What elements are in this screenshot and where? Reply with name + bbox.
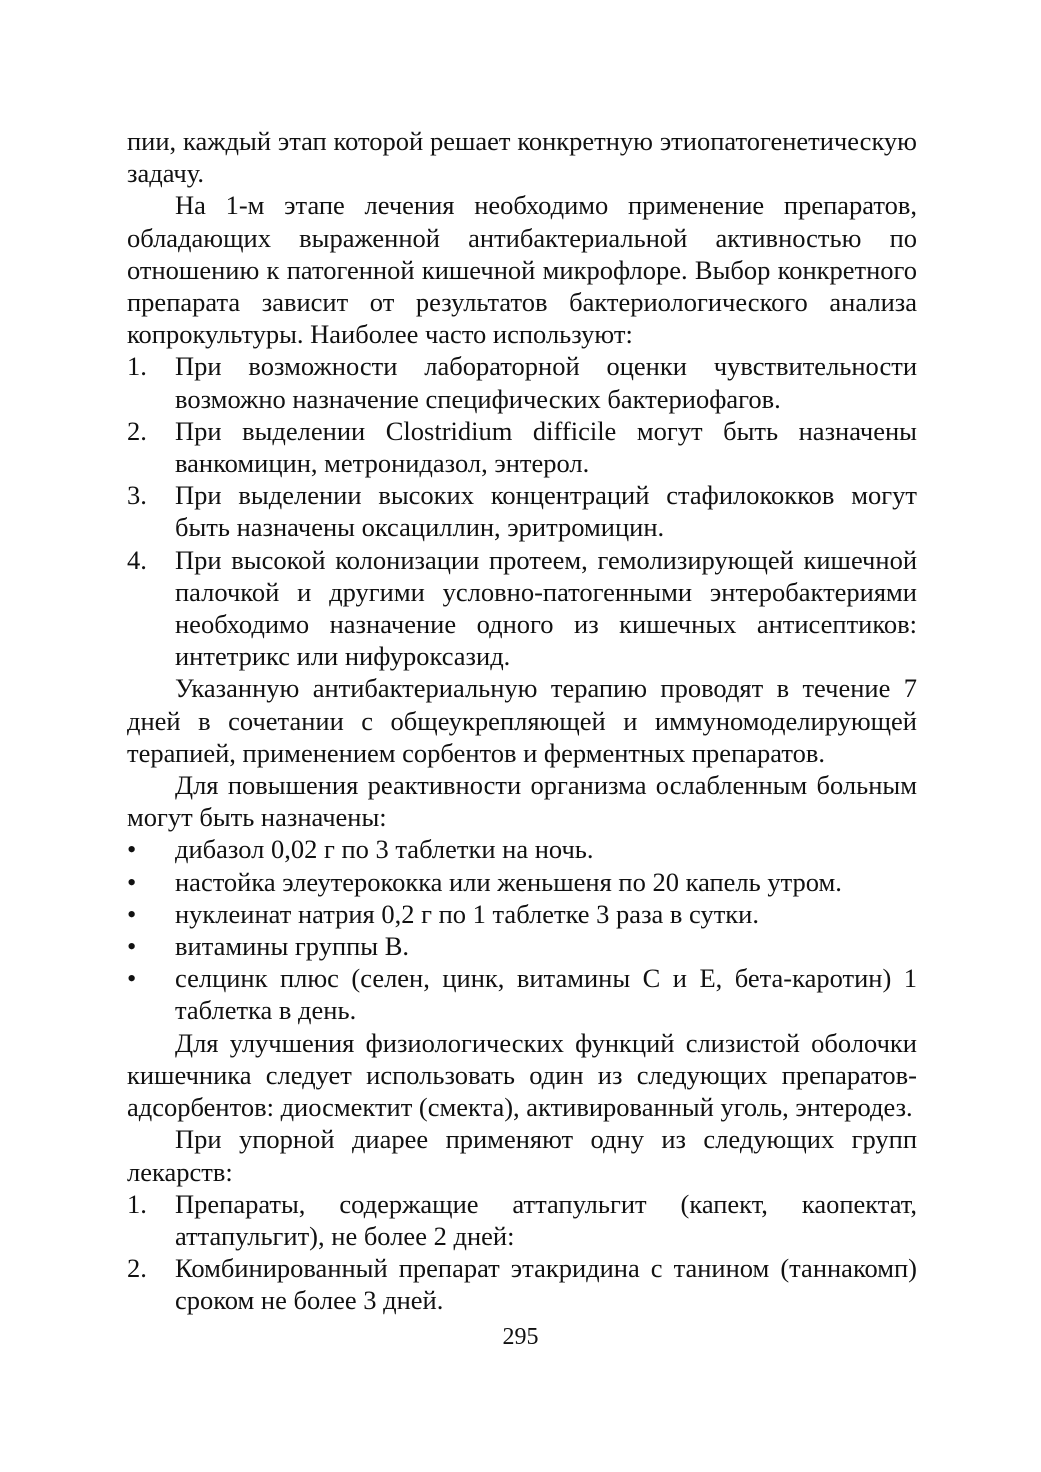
list-number: 1. (127, 351, 147, 382)
list-item (127, 962, 917, 1026)
bullet-list (127, 833, 917, 1026)
list-item (127, 1252, 917, 1316)
list-item (127, 898, 917, 930)
list-item (127, 415, 917, 479)
paragraph-5: Для улучшения физиологических функций слизистой оболочки кишечника следует использовать один из следующих препаратов-адсорбентов: диосмектит (смекта), активированный уголь, энтеродез. (127, 1027, 917, 1123)
numbered-list-1 (127, 350, 917, 672)
list-number: 4. (127, 544, 147, 575)
list-item-text: Комбинированный препарат этакридина с танином (таннакомп) сроком не более 3 дней. (175, 1253, 917, 1316)
list-item-text: нуклеинат натрия 0,2 г по 1 таблетке 3 раза в сутки. (175, 898, 759, 929)
bullet-icon: • (127, 898, 137, 929)
bullet-icon: • (127, 866, 137, 897)
paragraph-2: На 1-м этапе лечения необходимо применение препаратов, обладающих выраженной антибактериальной активностью по отношению к патогенной кишечной микрофлоре. Выбор конкретного препарата зависит от результатов бактериологического анализа копрокультуры. Наиболее часто используют: (127, 190, 917, 350)
page-body (127, 125, 917, 1317)
list-number: 1. (127, 1188, 147, 1219)
list-item (127, 479, 917, 543)
list-number: 2. (127, 1253, 147, 1284)
bullet-icon: • (127, 834, 137, 865)
list-item (127, 866, 917, 898)
list-item (127, 930, 917, 962)
numbered-list-2 (127, 1188, 917, 1317)
paragraph-6: При упорной диарее применяют одну из следующих групп лекарств: (127, 1124, 917, 1187)
list-item-text: При выделении высоких концентраций стафилококков могут быть назначены оксациллин, эритромицин. (175, 480, 917, 543)
list-item-text: При высокой колонизации протеем, гемолизирующей кишечной палочкой и другими условно-патогенными энтеробактериями необходимо назначение одного из кишечных антисептиков: интетрикс или нифуроксазид. (175, 544, 917, 672)
paragraph-3: Указанную антибактериальную терапию проводят в течение 7 дней в сочетании с общеукрепляющей и иммуномоделирующей терапией, применением сорбентов и ферментных препаратов. (127, 673, 917, 768)
list-item (127, 1188, 917, 1252)
list-item-text: витамины группы В. (175, 931, 410, 962)
paragraph-1: пии, каждый этап которой решает конкретную этиопатогенетическую задачу. (127, 126, 917, 189)
list-item-text: дибазол 0,02 г по 3 таблетки на ночь. (175, 834, 594, 865)
list-item-text: селцинк плюс (селен, цинк, витамины С и Е, бета-каротин) 1 таблетка в день. (175, 963, 917, 1026)
page-number: 295 (502, 1324, 539, 1350)
list-item (127, 544, 917, 673)
list-number: 3. (127, 480, 147, 511)
bullet-icon: • (127, 931, 137, 962)
list-item-text: При возможности лабораторной оценки чувствительности возможно назначение специфических бактериофагов. (175, 351, 917, 414)
list-number: 2. (127, 415, 147, 446)
list-item-text: настойка элеутерококка или женьшеня по 20 капель утром. (175, 866, 842, 897)
list-item-text: Препараты, содержащие аттапульгит (капект, каопектат, аттапульгит), не более 2 дней: (175, 1188, 917, 1251)
list-item (127, 833, 917, 865)
bullet-icon: • (127, 963, 137, 994)
paragraph-4: Для повышения реактивности организма ослабленным больным могут быть назначены: (127, 770, 917, 833)
list-item (127, 350, 917, 414)
list-item-text: При выделении Clostridium difficile могут быть назначены ванкомицин, метронидазол, энтерол. (175, 415, 917, 479)
